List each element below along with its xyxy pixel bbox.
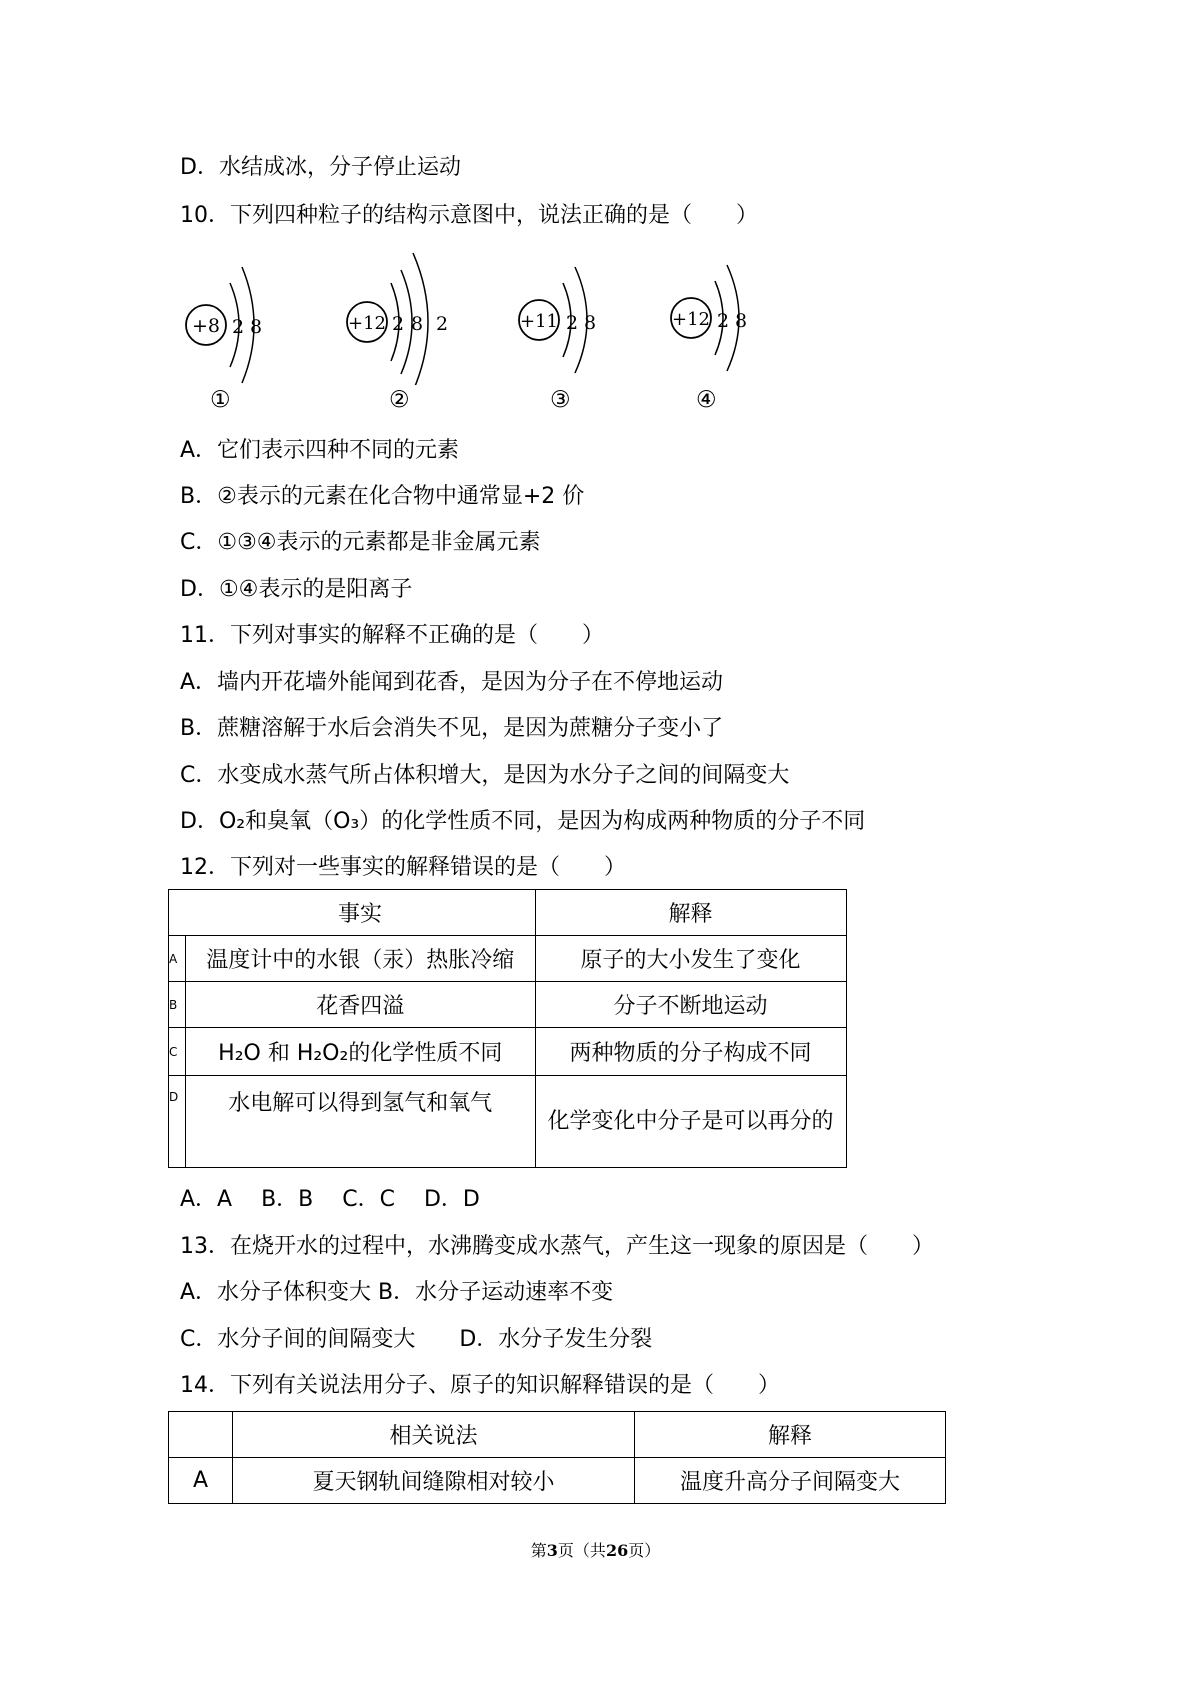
row-explain: 原子的大小发生了变化	[535, 936, 846, 982]
row-fact: 花香四溢	[186, 982, 536, 1028]
row-key: A	[169, 936, 186, 982]
row-explain: 分子不断地运动	[535, 982, 846, 1028]
nucleus-charge: +12	[348, 313, 386, 334]
table-header-explain: 解释	[635, 1412, 946, 1458]
row-fact: 水电解可以得到氢气和氧气	[186, 1076, 536, 1168]
table-row	[169, 1076, 847, 1168]
table-row	[169, 1458, 946, 1504]
row-key: B	[169, 982, 186, 1028]
q12-choices: A．A B．B C．C D．D	[180, 1187, 480, 1212]
shell-electrons: 8	[410, 313, 424, 335]
particle-label-2: ②	[389, 387, 410, 413]
shell-electrons: 2	[716, 310, 730, 332]
nucleus-charge: +8	[191, 315, 221, 337]
shell-electrons: 8	[583, 312, 597, 334]
particle-label-4: ④	[696, 387, 717, 413]
nucleus-charge: +12	[672, 309, 710, 330]
q11-stem: 11．下列对事实的解释不正确的是（ ）	[180, 623, 604, 648]
table-header-key	[169, 1412, 233, 1458]
footer-suffix: 页）	[628, 1541, 661, 1560]
nucleus-charge: +11	[520, 311, 558, 332]
q13-stem: 13．在烧开水的过程中，水沸腾变成水蒸气，产生这一现象的原因是（ ）	[180, 1234, 934, 1259]
q10-option-b: B．②表示的元素在化合物中通常显+2 价	[180, 484, 585, 509]
table-row	[169, 982, 847, 1028]
q11-option-a: A．墙内开花墙外能闻到花香，是因为分子在不停地运动	[180, 670, 724, 695]
particle-diagram-2	[343, 245, 463, 385]
row-explain: 温度升高分子间隔变大	[635, 1458, 946, 1504]
particle-diagram-1	[178, 245, 288, 385]
particle-diagram-3	[515, 245, 625, 385]
q10-option-a: A．它们表示四种不同的元素	[180, 438, 460, 463]
page-footer	[0, 1538, 1191, 1561]
shell-electrons: 2	[435, 313, 449, 335]
table-header-explain: 解释	[535, 890, 846, 936]
row-key: C	[169, 1028, 186, 1076]
table-cell	[169, 890, 186, 936]
shell-electrons: 2	[231, 316, 245, 338]
footer-total-pages: 26	[605, 1541, 629, 1560]
footer-page-number: 3	[546, 1541, 558, 1560]
table-header-row	[169, 1412, 946, 1458]
table-row	[169, 936, 847, 982]
q11-option-b: B．蔗糖溶解于水后会消失不见，是因为蔗糖分子变小了	[180, 716, 724, 741]
q9-option-d: D．水结成冰，分子停止运动	[180, 155, 461, 180]
shell-electrons: 8	[734, 310, 748, 332]
row-fact: H₂O 和 H₂O₂的化学性质不同	[186, 1028, 536, 1076]
row-explain: 两种物质的分子构成不同	[535, 1028, 846, 1076]
q13-options-cd: C．水分子间的间隔变大 D．水分子发生分裂	[180, 1327, 653, 1352]
footer-prefix: 第	[530, 1541, 547, 1560]
row-explain: 化学变化中分子是可以再分的	[535, 1076, 846, 1168]
q11-option-d: D．O₂和臭氧（O₃）的化学性质不同，是因为构成两种物质的分子不同	[180, 809, 866, 834]
row-fact: 温度计中的水银（汞）热胀冷缩	[186, 936, 536, 982]
q13-options-ab: A．水分子体积变大 B．水分子运动速率不变	[180, 1280, 614, 1305]
shell-electrons: 8	[249, 316, 263, 338]
q12-table	[168, 889, 847, 1168]
particle-diagram-4	[667, 245, 777, 385]
q10-stem: 10．下列四种粒子的结构示意图中，说法正确的是（ ）	[180, 203, 758, 228]
table-header-saying: 相关说法	[233, 1412, 635, 1458]
table-header-fact: 事实	[186, 890, 536, 936]
shell-electrons: 2	[391, 313, 405, 335]
q14-table	[168, 1411, 946, 1504]
row-key: D	[169, 1076, 186, 1168]
table-header-row	[169, 890, 847, 936]
q12-stem: 12．下列对一些事实的解释错误的是（ ）	[180, 855, 626, 880]
q10-option-d: D．①④表示的是阳离子	[180, 577, 413, 602]
q10-option-c: C．①③④表示的元素都是非金属元素	[180, 530, 541, 555]
row-key: A	[169, 1458, 233, 1504]
row-saying: 夏天钢轨间缝隙相对较小	[233, 1458, 635, 1504]
particle-label-1: ①	[210, 387, 231, 413]
footer-middle: 页（共	[557, 1541, 606, 1560]
q14-stem: 14．下列有关说法用分子、原子的知识解释错误的是（ ）	[180, 1373, 780, 1398]
table-row	[169, 1028, 847, 1076]
particle-label-3: ③	[550, 387, 571, 413]
q11-option-c: C．水变成水蒸气所占体积增大，是因为水分子之间的间隔变大	[180, 763, 790, 788]
shell-electrons: 2	[565, 312, 579, 334]
